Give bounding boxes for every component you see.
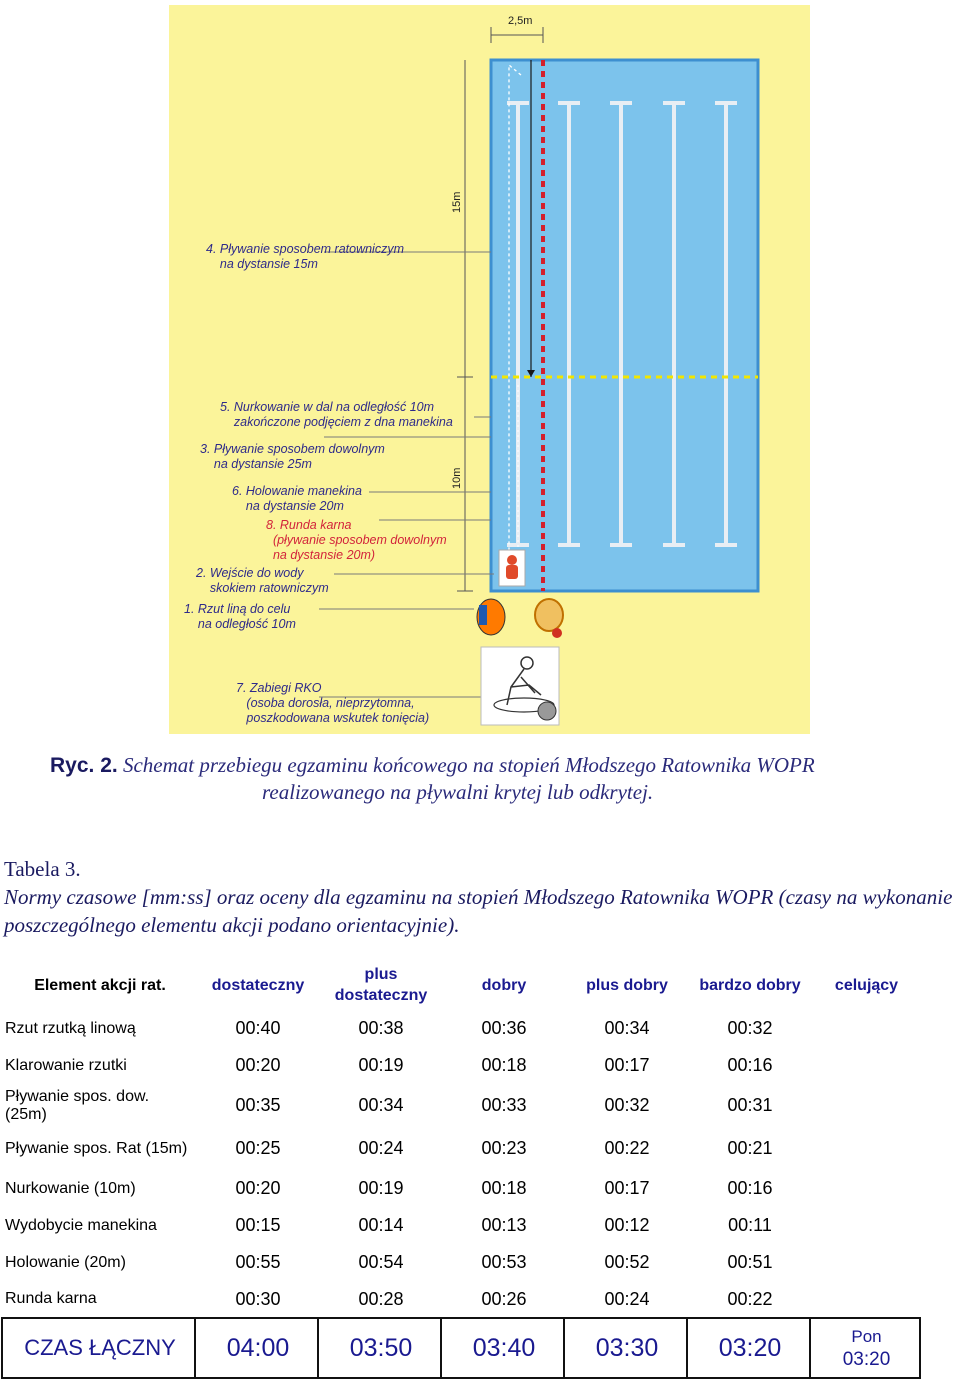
row-name: Klarowanie rzutki [5, 1056, 127, 1074]
cell-value: 00:19 [358, 1178, 404, 1198]
dimension-label-10m: 10m [451, 467, 463, 489]
table-row [2, 1010, 920, 1047]
table-row [2, 1127, 920, 1170]
header-plus-dobry: plus dobry [586, 976, 668, 994]
dimension-label-2-5m: 2,5m [508, 15, 533, 27]
cell-value: 00:17 [604, 1055, 650, 1075]
cell-value: 00:21 [727, 1138, 773, 1158]
cell-value: 00:22 [727, 1288, 773, 1309]
cell-value: 00:53 [481, 1252, 527, 1272]
row-name: Pływanie spos. Rat (15m) [5, 1139, 188, 1157]
table-row [2, 1084, 920, 1127]
cell-value: 00:18 [481, 1178, 527, 1198]
total-value: 04:00 [195, 1318, 318, 1378]
row-name: Pływanie spos. dow. (25m) [5, 1087, 150, 1123]
note-step-6: 6. Holowanie manekina na dystansie 20m [232, 484, 362, 513]
total-celujacy-line1: Pon [851, 1327, 882, 1346]
table-description: Normy czasowe [mm:ss] oraz oceny dla egzaminu na stopień Młodszego Ratownika WOPR (czasy na wykonanie poszczególnego elementu akcji podano orientacyjnie). [4, 885, 953, 937]
header-plus-dostateczny: plus dostateczny [334, 966, 428, 1004]
cell-value: 00:55 [235, 1252, 281, 1272]
cell-empty [810, 1010, 920, 1047]
cell-value: 00:17 [604, 1178, 650, 1198]
cell-value: 00:18 [481, 1055, 527, 1075]
note-step-2: 2. Wejście do wody skokiem ratowniczym [196, 566, 329, 595]
row-name: Runda karna [5, 1290, 97, 1307]
cell-value: 00:34 [358, 1095, 404, 1115]
cell-value: 00:26 [481, 1288, 527, 1309]
total-value: 03:40 [441, 1318, 564, 1378]
cell-value: 00:20 [235, 1055, 281, 1075]
caption-line-2: realizowanego na pływalni krytej lub odkrytej. [262, 780, 654, 804]
cell-value: 00:40 [235, 1018, 281, 1038]
cell-value: 00:16 [727, 1178, 773, 1198]
cell-value: 00:11 [728, 1215, 772, 1235]
caption-label: Ryc. 2. [50, 754, 118, 777]
total-label: CZAS ŁĄCZNY [2, 1318, 195, 1378]
cell-value: 00:34 [604, 1018, 650, 1038]
cell-value: 00:16 [727, 1055, 773, 1075]
note-step-8: 8. Runda karna (pływanie sposobem dowolnym na dystansie 20m) [266, 518, 447, 562]
cell-empty [810, 1281, 920, 1318]
header-celujacy: celujący [834, 976, 899, 994]
cell-value: 00:25 [235, 1138, 281, 1158]
grades-table [1, 960, 921, 1379]
table-row [2, 1281, 920, 1318]
header-element: Element akcji rat. [34, 976, 166, 994]
total-row [2, 1318, 920, 1378]
total-value: 03:20 [687, 1318, 810, 1378]
cell-empty [810, 1127, 920, 1170]
total-celujacy [810, 1318, 920, 1378]
cpr-illustration-icon [481, 647, 559, 725]
dimension-label-15m: 15m [451, 191, 463, 213]
cell-value: 00:19 [358, 1055, 404, 1075]
row-name: Holowanie (20m) [5, 1253, 126, 1271]
figure-caption [50, 752, 930, 806]
table-title [4, 855, 959, 939]
cell-empty [810, 1047, 920, 1084]
row-name: Nurkowanie (10m) [5, 1179, 136, 1197]
cell-value: 00:22 [604, 1138, 650, 1158]
row-name: Rzut rzutką linową [5, 1019, 136, 1037]
note-step-4: 4. Pływanie sposobem ratowniczym na dystansie 15m [206, 242, 404, 271]
header-bardzo-dobry: bardzo dobry [699, 976, 801, 994]
cell-empty [810, 1207, 920, 1244]
note-step-5: 5. Nurkowanie w dal na odległość 10m zakończone podjęciem z dna manekina [220, 400, 453, 429]
cell-value: 00:24 [604, 1288, 650, 1309]
note-step-7: 7. Zabiegi RKO (osoba dorosła, nieprzytomna, poszkodowana wskutek tonięcia) [236, 681, 430, 725]
caption-line-1: Schemat przebiegu egzaminu końcowego na stopień Młodszego Ratownika WOPR [117, 753, 815, 777]
cell-value: 00:54 [358, 1252, 404, 1272]
rescue-bag-icon [477, 599, 505, 635]
note-step-1: 1. Rzut liną do celu na odległość 10m [184, 602, 296, 631]
total-celujacy-line2: 03:20 [842, 1349, 891, 1370]
table-header-row [2, 960, 920, 1010]
cell-value: 00:33 [481, 1095, 527, 1115]
table-label: Tabela 3. [4, 857, 81, 881]
cell-value: 00:32 [604, 1095, 650, 1115]
header-dostateczny: dostateczny [211, 976, 305, 994]
total-value: 03:50 [318, 1318, 441, 1378]
cell-value: 00:31 [727, 1095, 773, 1115]
cell-value: 00:12 [604, 1215, 650, 1235]
cell-value: 00:23 [481, 1138, 527, 1158]
cell-empty [810, 1170, 920, 1207]
cell-value: 00:28 [358, 1288, 404, 1309]
row-name: Wydobycie manekina [5, 1216, 157, 1234]
cell-empty [810, 1244, 920, 1281]
cell-value: 00:24 [358, 1138, 404, 1158]
header-dobry: dobry [481, 976, 527, 994]
cell-value: 00:15 [235, 1215, 281, 1235]
cell-value: 00:20 [235, 1178, 281, 1198]
cell-value: 00:32 [727, 1018, 773, 1038]
rescue-rope-icon [535, 599, 563, 638]
cell-value: 00:36 [481, 1018, 527, 1038]
table-row [2, 1207, 920, 1244]
cell-empty [810, 1084, 920, 1127]
cell-value: 00:52 [604, 1252, 650, 1272]
table-row [2, 1047, 920, 1084]
note-step-3: 3. Pływanie sposobem dowolnym na dystansie 25m [200, 442, 385, 471]
table-row [2, 1244, 920, 1281]
exam-diagram [169, 5, 810, 734]
cell-value: 00:30 [235, 1288, 281, 1309]
cell-value: 00:13 [481, 1215, 527, 1235]
cell-value: 00:35 [235, 1095, 281, 1115]
cell-value: 00:14 [358, 1215, 404, 1235]
cell-value: 00:38 [358, 1018, 404, 1038]
table-row [2, 1170, 920, 1207]
total-value: 03:30 [564, 1318, 687, 1378]
cell-value: 00:51 [727, 1252, 773, 1272]
